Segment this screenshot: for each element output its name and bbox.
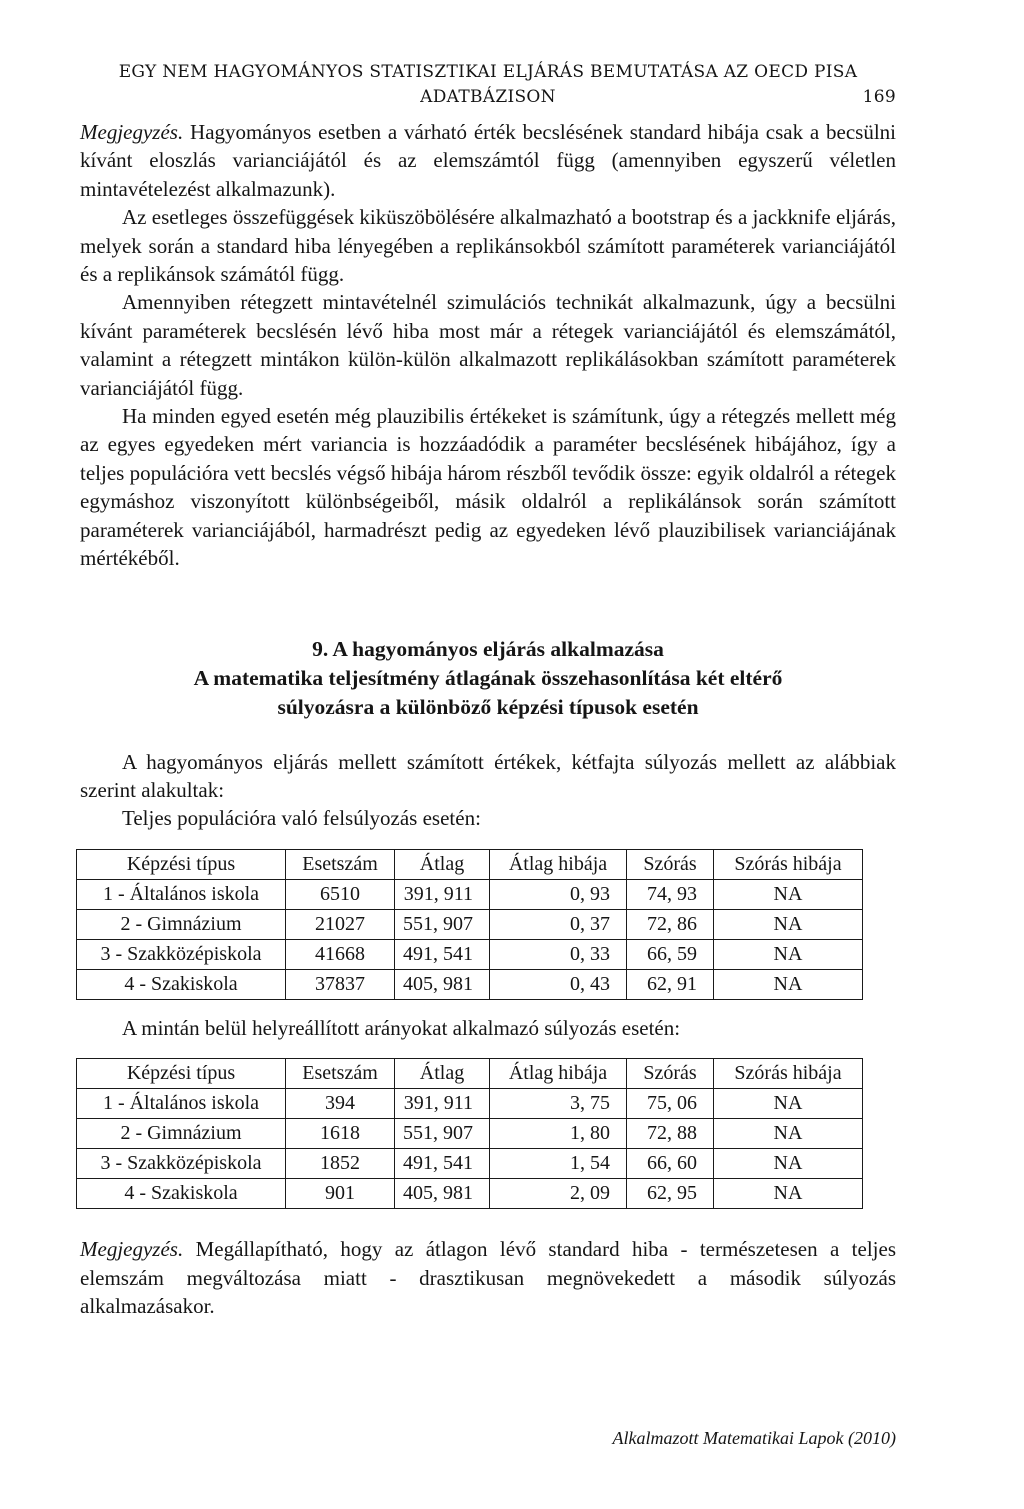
table-row: [77, 1149, 863, 1179]
table-row: [77, 1179, 863, 1209]
journal-footer: Alkalmazott Matematikai Lapok (2010): [612, 1428, 896, 1448]
cell-sd-error: NA: [714, 1179, 863, 1209]
cell-mean-error: 0, 37: [490, 909, 627, 939]
note-label: Megjegyzés.: [80, 120, 184, 144]
page: [80, 60, 896, 1320]
table-sample-weighting: [76, 1058, 863, 1209]
cell-type: 1 - Általános iskola: [77, 1089, 286, 1119]
running-header: [80, 60, 896, 110]
cell-mean: 405, 981: [395, 969, 490, 999]
cell-mean: 391, 911: [395, 879, 490, 909]
table-header-row: [77, 1059, 863, 1089]
cell-sd: 75, 06: [627, 1089, 714, 1119]
col-header-sd: Szórás: [627, 849, 714, 879]
cell-sd: 66, 59: [627, 939, 714, 969]
cell-mean: 551, 907: [395, 909, 490, 939]
col-header-sd: Szórás: [627, 1059, 714, 1089]
note-text: Hagyományos esetben a várható érték becslésének standard hibája csak a becsülni kívánt eloszlás varianciájától és az elemszámtól függ (amennyiben egyszerű véletlen mintavételezést alkalmazunk).: [80, 120, 896, 201]
note-paragraph-2: [80, 1235, 896, 1320]
cell-count: 21027: [286, 909, 395, 939]
table-header-row: [77, 849, 863, 879]
table-full-population: [76, 849, 863, 1000]
table2-caption-block: [80, 1014, 896, 1042]
cell-mean: 551, 907: [395, 1119, 490, 1149]
cell-sd-error: NA: [714, 1089, 863, 1119]
cell-mean-error: 0, 93: [490, 879, 627, 909]
cell-sd: 72, 86: [627, 909, 714, 939]
cell-count: 1618: [286, 1119, 395, 1149]
note-paragraph-1: [80, 118, 896, 203]
col-header-sd-error: Szórás hibája: [714, 849, 863, 879]
intro-paragraph: A hagyományos eljárás mellett számított értékek, kétfajta súlyozás mellett az alábbiak szerint alakultak:: [80, 749, 896, 802]
cell-count: 37837: [286, 969, 395, 999]
table-row: [77, 879, 863, 909]
table2-wrap: [80, 1058, 896, 1209]
paragraph-plausible: Ha minden egyed esetén még plauzibilis értékeket is számítunk, úgy a rétegzés mellett még az egyes egyedeken mért variancia is hozzáadódik a paraméter becslésének hibájához, így a teljes populációra vett becslés végső hibája három részből tevődik össze: egyik oldalról a rétegek egymáshoz viszonyított különbségeiből, másik oldalról a replikálánsok során számított paraméterek varianciájából, harmadrészt pedig az egyedeken lévő plauzibilisek varianciájának mértékéből.: [80, 404, 896, 571]
col-header-mean-error: Átlag hibája: [490, 1059, 627, 1089]
col-header-type: Képzési típus: [77, 1059, 286, 1089]
col-header-mean-error: Átlag hibája: [490, 849, 627, 879]
note-2-text: Megállapítható, hogy az átlagon lévő standard hiba - természetesen a teljes elemszám megváltozása miatt - drasztikusan megnövekedett a második súlyozás alkalmazásakor.: [80, 1237, 896, 1318]
cell-type: 4 - Szakiskola: [77, 1179, 286, 1209]
table-row: [77, 939, 863, 969]
cell-mean: 491, 541: [395, 939, 490, 969]
cell-sd-error: NA: [714, 909, 863, 939]
table2-caption: A mintán belül helyreállított arányokat alkalmazó súlyozás esetén:: [122, 1015, 681, 1040]
cell-sd: 62, 91: [627, 969, 714, 999]
cell-sd-error: NA: [714, 879, 863, 909]
body-paragraphs: [80, 118, 896, 573]
cell-sd: 74, 93: [627, 879, 714, 909]
cell-mean: 491, 541: [395, 1149, 490, 1179]
cell-count: 1852: [286, 1149, 395, 1179]
cell-sd-error: NA: [714, 1149, 863, 1179]
cell-mean: 391, 911: [395, 1089, 490, 1119]
table1-caption: Teljes populációra való felsúlyozás esetén:: [122, 806, 481, 831]
note-2-block: [80, 1235, 896, 1320]
cell-sd-error: NA: [714, 969, 863, 999]
cell-sd: 72, 88: [627, 1119, 714, 1149]
cell-count: 394: [286, 1089, 395, 1119]
cell-type: 3 - Szakközépiskola: [77, 1149, 286, 1179]
intro-block: [80, 748, 896, 833]
cell-mean-error: 1, 54: [490, 1149, 627, 1179]
table-row: [77, 969, 863, 999]
cell-mean-error: 3, 75: [490, 1089, 627, 1119]
table-row: [77, 1119, 863, 1149]
cell-mean-error: 1, 80: [490, 1119, 627, 1149]
cell-type: 3 - Szakközépiskola: [77, 939, 286, 969]
cell-sd: 66, 60: [627, 1149, 714, 1179]
cell-mean-error: 0, 43: [490, 969, 627, 999]
paragraph-stratified: Amennyiben rétegzett mintavételnél szimulációs technikát alkalmazunk, úgy a becsülni kívánt paraméterek becslésén lévő hiba most már a rétegek varianciájától és elemszámától, valamint a rétegzett mintákon külön-külön alkalmazott replikálásokban számított paraméterek varianciájától függ.: [80, 290, 896, 400]
col-header-mean: Átlag: [395, 849, 490, 879]
cell-sd: 62, 95: [627, 1179, 714, 1209]
cell-count: 6510: [286, 879, 395, 909]
cell-count: 41668: [286, 939, 395, 969]
cell-mean: 405, 981: [395, 1179, 490, 1209]
header-title-line2: ADATBÁZISON: [420, 87, 556, 107]
table1-wrap: [80, 849, 896, 1000]
page-number: 169: [862, 87, 896, 107]
header-title-line1: EGY NEM HAGYOMÁNYOS STATISZTIKAI ELJÁRÁS BEMUTATÁSA AZ OECD PISA: [118, 62, 858, 82]
cell-count: 901: [286, 1179, 395, 1209]
col-header-count: Esetszám: [286, 1059, 395, 1089]
section-title: 9. A hagyományos eljárás alkalmazása: [312, 636, 664, 661]
section-subtitle-line2: súlyozásra a különböző képzési típusok esetén: [277, 694, 699, 719]
cell-mean-error: 2, 09: [490, 1179, 627, 1209]
cell-sd-error: NA: [714, 939, 863, 969]
cell-type: 2 - Gimnázium: [77, 1119, 286, 1149]
cell-mean-error: 0, 33: [490, 939, 627, 969]
note-2-label: Megjegyzés.: [80, 1237, 184, 1262]
cell-type: 2 - Gimnázium: [77, 909, 286, 939]
paragraph-bootstrap: Az esetleges összefüggések kiküszöbölésére alkalmazható a bootstrap és a jackknife eljárás, melyek során a standard hiba lényegében a replikánsokból számított paraméterek varianciájától és a replikánsok számától függ.: [80, 205, 896, 287]
col-header-mean: Átlag: [395, 1059, 490, 1089]
cell-type: 1 - Általános iskola: [77, 879, 286, 909]
cell-type: 4 - Szakiskola: [77, 969, 286, 999]
col-header-sd-error: Szórás hibája: [714, 1059, 863, 1089]
table-row: [77, 909, 863, 939]
section-heading: [80, 635, 896, 722]
table-row: [77, 1089, 863, 1119]
col-header-type: Képzési típus: [77, 849, 286, 879]
col-header-count: Esetszám: [286, 849, 395, 879]
cell-sd-error: NA: [714, 1119, 863, 1149]
section-subtitle-line1: A matematika teljesítmény átlagának összehasonlítása két eltérő: [193, 665, 783, 690]
